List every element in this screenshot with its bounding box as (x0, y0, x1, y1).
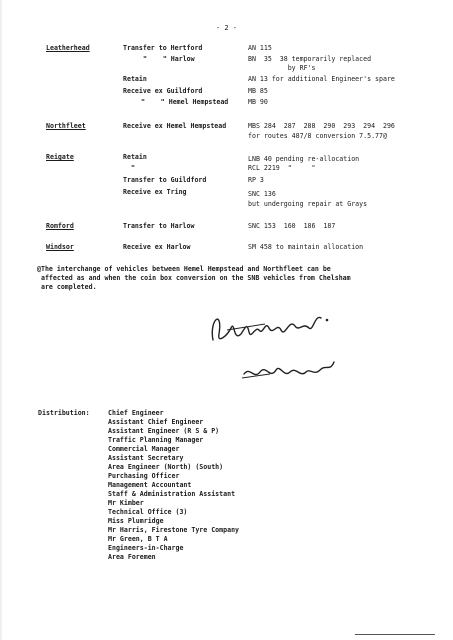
detail-line: LNB 40 pending re-allocation (248, 155, 360, 163)
page-edge-mark (355, 634, 435, 640)
list-item: Staff & Administration Assistant (108, 490, 236, 498)
detail-line: MB 90 (248, 98, 268, 106)
depot-northfleet: Northfleet (46, 122, 86, 130)
handwritten-signature-2 (240, 352, 340, 388)
list-item: Traffic Planning Manager (108, 436, 204, 444)
detail-line: but undergoing repair at Grays (248, 200, 368, 208)
list-item: Assistant Engineer (R S & P) (108, 427, 220, 435)
scan-edge (0, 0, 2, 640)
handwritten-signature-1 (205, 300, 335, 350)
action-line: Transfer to Harlow (123, 222, 195, 230)
detail-line: BN 35 38 temporarily replaced (248, 55, 372, 63)
list-item: Management Accountant (108, 481, 192, 489)
list-item: Technical Office (3) (108, 508, 188, 516)
action-line: " " Harlow (143, 55, 195, 63)
list-item: Area Foremen (108, 553, 156, 561)
footnote-line: are completed. (37, 283, 97, 291)
action-line: Receive ex Tring (123, 188, 187, 196)
action-line: Transfer to Guildford (123, 176, 207, 184)
detail-line: SM 458 to maintain allocation (248, 243, 364, 251)
detail-line: for routes 487/8 conversion 7.5.77@ (248, 132, 387, 140)
action-line: Retain (123, 75, 147, 83)
detail-line: RP 3 (248, 176, 264, 184)
detail-line: by RF's (248, 64, 316, 72)
action-line: Transfer to Hertford (123, 44, 203, 52)
list-item: Assistant Secretary (108, 454, 184, 462)
distribution-label: Distribution: (38, 409, 90, 417)
action-line: Retain (123, 153, 147, 161)
list-item: Chief Engineer (108, 409, 164, 417)
depot-romford: Romford (46, 222, 74, 230)
action-line: " (123, 164, 135, 172)
list-item: Area Engineer (North) (South) (108, 463, 224, 471)
depot-leatherhead: Leatherhead (46, 44, 90, 52)
detail-line: SNC 136 (248, 190, 276, 198)
list-item: Assistant Chief Engineer (108, 418, 204, 426)
footnote-line: @The interchange of vehicles between Hemel Hempstead and Northfleet can be (37, 265, 331, 273)
depot-windsor: Windsor (46, 243, 74, 251)
list-item: Engineers-in-Charge (108, 544, 184, 552)
list-item: Mr Kimber (108, 499, 144, 507)
list-item: Commercial Manager (108, 445, 180, 453)
list-item: Miss Plumridge (108, 517, 164, 525)
footnote-line: affected as and when the coin box conversion on the SNB vehicles from Chelsham (37, 274, 351, 282)
depot-reigate: Reigate (46, 153, 74, 161)
detail-line: AN 13 for additional Engineer's spare (248, 75, 395, 83)
detail-line: AN 115 (248, 44, 272, 52)
detail-line: MBS 284 287 288 290 293 294 296 (248, 122, 395, 130)
action-line: " " Hemel Hempstead (133, 98, 229, 106)
page-number: - 2 - (215, 24, 238, 32)
detail-line: SNC 153 160 186 187 (248, 222, 336, 230)
list-item: Mr Green, B T A (108, 535, 168, 543)
action-line: Receive ex Harlow (123, 243, 191, 251)
action-line: Receive ex Hemel Hempstead (123, 122, 227, 130)
action-line: Receive ex Guildford (123, 87, 203, 95)
list-item: Mr Harris, Firestone Tyre Company (108, 526, 240, 534)
list-item: Purchasing Officer (108, 472, 180, 480)
detail-line: RCL 2219 " " (248, 164, 316, 172)
detail-line: MB 85 (248, 87, 268, 95)
